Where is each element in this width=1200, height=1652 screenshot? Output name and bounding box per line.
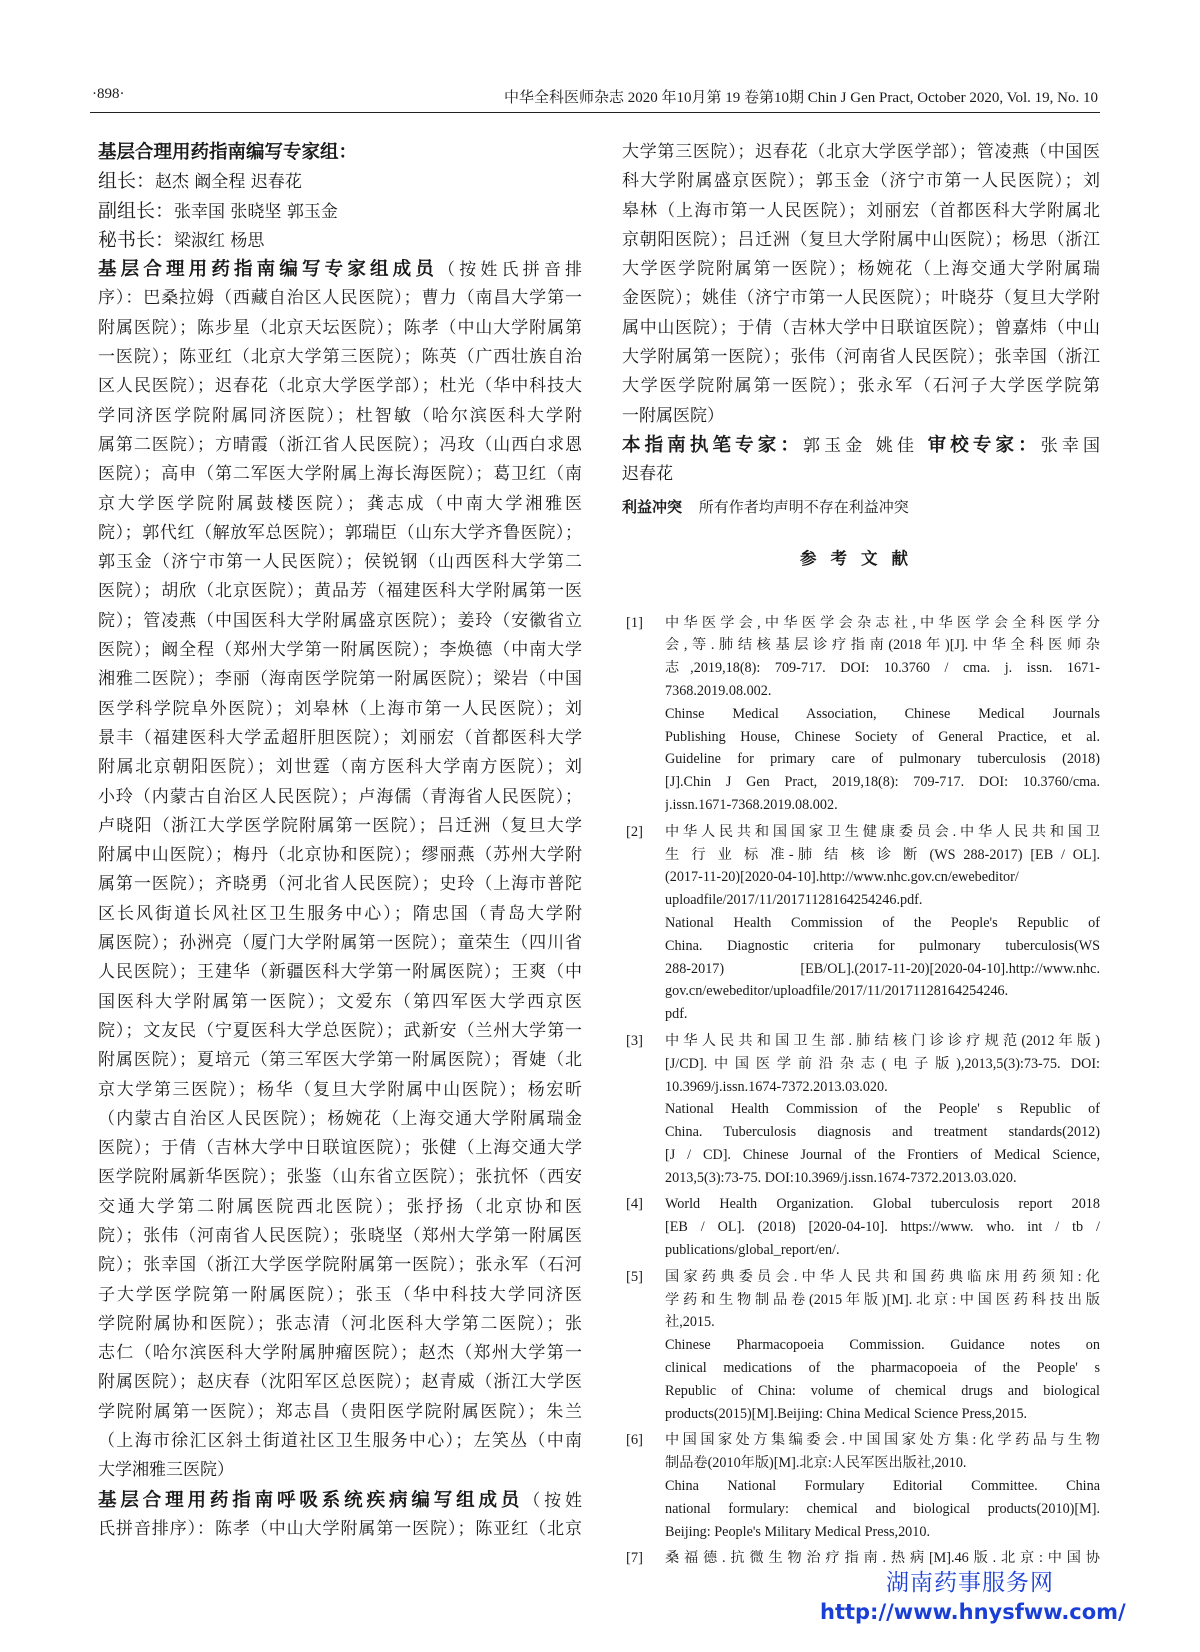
text-line bbox=[98, 460, 582, 489]
line-text: 皋林（上海市第一人民医院）；刘丽宏（首都医科大学附属北 bbox=[622, 200, 1100, 221]
journal-citation: 中华全科医师杂志 2020 年10月第 19 卷第10期 Chin J Gen Pract, October 2020, Vol. 19, No. 10 bbox=[503, 90, 1098, 106]
line-text: 子大学医学院第一附属医院）；张玉（华中科技大学同济医 bbox=[98, 1284, 582, 1305]
text-line bbox=[98, 607, 582, 636]
reference-line: gov.cn/ewebeditor/uploadfile/2017/11/20171128164254246. bbox=[665, 983, 1009, 1000]
line-text: 郭玉金（济宁市第一人民医院）；侯锐钢（山西医科大学第二 bbox=[98, 552, 582, 573]
line-text: 一医院）；陈亚红（北京大学第三医院）；陈英（广西壮族自治 bbox=[98, 347, 582, 368]
reference-line: Chinese Pharmacopoeia Commission. Guidance notes on bbox=[665, 1337, 1100, 1354]
text-line bbox=[622, 167, 1100, 196]
reference-line: China National Formulary Editorial Committee. China bbox=[665, 1478, 1100, 1495]
line-text: 科大学附属盛京医院）；郭玉金（济宁市第一人民医院）；刘 bbox=[622, 171, 1100, 192]
line-text: （按姓氏拼音排 bbox=[438, 260, 582, 281]
line-text: 京大学第三医院）；杨华（复旦大学附属中山医院）；杨宏昕 bbox=[98, 1079, 582, 1100]
line-text: （内蒙古自治区人民医院）；杨婉花（上海交通大学附属瑞金 bbox=[98, 1108, 582, 1129]
line-text: 序）：巴桑拉姆（西藏自治区人民医院）；曹力（南昌大学第一 bbox=[98, 288, 582, 309]
line-text: 志仁（哈尔滨医科大学附属肿瘤医院）；赵杰（郑州大学第一 bbox=[98, 1343, 582, 1364]
line-text: （按姓 bbox=[523, 1490, 582, 1511]
text-line bbox=[98, 490, 582, 519]
line-text: 大学医学院附属第一医院）；张永军（石河子大学医学院第 bbox=[622, 376, 1100, 397]
text-line bbox=[98, 724, 582, 753]
line-text: 院）；郭代红（解放军总医院）；郭瑞臣（山东大学齐鲁医院）； bbox=[98, 522, 582, 543]
page-header bbox=[90, 86, 1100, 113]
line-text: 金医院）；姚佳（济宁市第一人民医院）；叶晓芬（复旦大学附 bbox=[622, 288, 1100, 309]
reference-item bbox=[622, 1030, 1100, 1190]
watermark-url: http://www.hnysfww.com/ bbox=[820, 1600, 1126, 1624]
reference-line: National Health Commission of the People' s Republic of bbox=[665, 1101, 1100, 1118]
line-text: 湘雅二医院）；李丽（海南医学院第一附属医院）；梁岩（中国 bbox=[98, 669, 582, 690]
line-text: 大学附属第一医院）；张伟（河南省人民医院）；张幸国（浙江 bbox=[622, 347, 1100, 368]
line-text: 景丰（福建医科大学孟超肝胆医院）；刘丽宏（首都医科大学 bbox=[98, 727, 582, 748]
reference-line: [J/CD].中国医学前沿杂志(电子版),2013,5(3):73-75. DOI: bbox=[665, 1055, 1100, 1072]
section-heading: 基层合理用药指南呼吸系统疾病编写组成员 bbox=[98, 1489, 524, 1511]
reference-line: China. Tuberculosis diagnosis and treatment standards(2012) bbox=[665, 1124, 1100, 1141]
text-line bbox=[98, 1193, 582, 1222]
text-line bbox=[622, 284, 1100, 313]
reference-item bbox=[622, 1193, 1100, 1261]
watermark-site-name: 湖南药事服务网 bbox=[886, 1570, 1054, 1596]
reference-line: China. Diagnostic criteria for pulmonary tuberculosis(WS bbox=[665, 937, 1100, 954]
reference-line: uploadfile/2017/11/20171128164254246.pdf. bbox=[665, 892, 923, 909]
reference-line: 7368.2019.08.002. bbox=[665, 682, 772, 699]
text-line bbox=[98, 1046, 582, 1075]
reference-item bbox=[622, 821, 1100, 1026]
text-line bbox=[98, 1163, 582, 1192]
text-line bbox=[622, 372, 1100, 401]
text-line bbox=[98, 1456, 582, 1485]
text-line bbox=[98, 812, 582, 841]
reference-line: 中华医学会,中华医学会杂志社,中华医学会全科医学分 bbox=[665, 614, 1100, 631]
line-text: 学院附属协和医院）；张志清（河北医科大学第二医院）；张 bbox=[98, 1313, 582, 1334]
left-column bbox=[98, 138, 582, 1544]
text-line bbox=[98, 783, 582, 812]
line-text: 赵杰 阚全程 迟春花 bbox=[155, 172, 302, 193]
line-text: 张幸国 bbox=[1040, 435, 1100, 456]
conflict-of-interest bbox=[622, 492, 1100, 522]
text-line bbox=[98, 1398, 582, 1427]
text-line bbox=[98, 1134, 582, 1163]
section-heading: 本指南执笔专家： bbox=[622, 434, 803, 456]
page-number: ·898· bbox=[92, 86, 125, 102]
line-text: 医学科学院阜外医院）；刘皋林（上海市第一人民医院）；刘 bbox=[98, 698, 582, 719]
reference-line: 制品卷(2010年版)[M].北京:人民军医出版社,2010. bbox=[665, 1455, 967, 1472]
text-line bbox=[98, 226, 582, 255]
line-text: 学同济医学院附属同济医院）；杜智敏（哈尔滨医科大学附 bbox=[98, 405, 582, 426]
reference-number: [6] bbox=[626, 1432, 643, 1449]
text-line bbox=[98, 343, 582, 372]
line-text: 交通大学第二附属医院西北医院）；张抒扬（北京协和医 bbox=[98, 1196, 582, 1217]
reference-line: products(2015)[M].Beijing: China Medical Science Press,2015. bbox=[665, 1405, 1028, 1422]
reference-number: [7] bbox=[626, 1550, 643, 1567]
text-line bbox=[98, 255, 582, 284]
text-line bbox=[98, 1339, 582, 1368]
text-line bbox=[98, 665, 582, 694]
text-line bbox=[98, 988, 582, 1017]
text-line bbox=[622, 431, 1100, 460]
line-text: 卢晓阳（浙江大学医学院附属第一医院）；吕迁洲（复旦大学 bbox=[98, 815, 582, 836]
text-line bbox=[98, 900, 582, 929]
line-text: 一附属医院） bbox=[622, 405, 724, 426]
text-line bbox=[622, 460, 1100, 489]
references-title: 参考文献 bbox=[800, 548, 922, 568]
text-line bbox=[622, 226, 1100, 255]
line-text: 张幸国 张晓坚 郭玉金 bbox=[174, 201, 338, 222]
text-line bbox=[98, 1515, 582, 1544]
line-text: 院）；文友民（宁夏医科大学总医院）；武新安（兰州大学第一 bbox=[98, 1020, 582, 1041]
reference-item bbox=[622, 1547, 1100, 1570]
text-line bbox=[98, 519, 582, 548]
text-line bbox=[98, 695, 582, 724]
reference-line: Chinse Medical Association, Chinese Medical Journals bbox=[665, 705, 1100, 722]
line-text: 梁淑红 杨思 bbox=[174, 230, 265, 251]
line-text: 国医科大学附属第一医院）；文爱东（第四军医大学西京医 bbox=[98, 991, 582, 1012]
line-text: 附属医院）；陈步星（北京天坛医院）；陈孝（中山大学附属第 bbox=[98, 317, 582, 338]
text-line bbox=[98, 929, 582, 958]
line-text: 郭玉金 姚佳 bbox=[802, 435, 928, 456]
reference-line: 10.3969/j.issn.1674-7372.2013.03.020. bbox=[665, 1078, 888, 1095]
reference-line: [J].Chin J Gen Pract, 2019,18(8): 709-717. DOI: 10.3760/cma. bbox=[665, 774, 1100, 791]
text-line bbox=[98, 1222, 582, 1251]
line-text: 小玲（内蒙古自治区人民医院）；卢海儒（青海省人民医院）； bbox=[98, 786, 582, 807]
text-line bbox=[98, 372, 582, 401]
text-line bbox=[98, 958, 582, 987]
text-line bbox=[98, 1427, 582, 1456]
line-text: 医院）；阚全程（郑州大学第一附属医院）；李焕德（中南大学 bbox=[98, 640, 582, 661]
line-text: 附属北京朝阳医院）；刘世霆（南方医科大学南方医院）；刘 bbox=[98, 757, 582, 778]
reference-line: national formulary: chemical and biological products(2010)[M]. bbox=[665, 1500, 1100, 1517]
line-text: 区人民医院）；迟春花（北京大学医学部）；杜光（华中科技大 bbox=[98, 376, 582, 397]
text-line bbox=[98, 577, 582, 606]
line-text: 大学湘雅三医院） bbox=[98, 1460, 234, 1481]
reference-list bbox=[622, 612, 1100, 1571]
text-line bbox=[98, 1486, 582, 1515]
line-text: 院）；管凌燕（中国医科大学附属盛京医院）；姜玲（安徽省立 bbox=[98, 610, 582, 631]
text-line bbox=[622, 402, 1100, 431]
reference-line: pdf. bbox=[665, 1006, 688, 1023]
line-text: 医院）；高申（第二军医大学附属上海长海医院）；葛卫红（南 bbox=[98, 464, 582, 485]
role-label: 秘书长： bbox=[98, 228, 175, 251]
reference-line: Guideline for primary care of pulmonary tuberculosis (2018) bbox=[665, 751, 1100, 768]
reference-line: 国家药典委员会.中华人民共和国药典临床用药须知:化 bbox=[665, 1268, 1100, 1285]
reference-line: j.issn.1671-7368.2019.08.002. bbox=[665, 796, 838, 813]
role-label: 组长： bbox=[98, 170, 156, 193]
line-text: 大学医学院附属第一医院）；杨婉花（上海交通大学附属瑞 bbox=[622, 259, 1100, 280]
text-line bbox=[98, 1076, 582, 1105]
reference-line: publications/global_report/en/. bbox=[665, 1242, 840, 1259]
line-text: 医院）；胡欣（北京医院）；黄品芳（福建医科大学附属第一医 bbox=[98, 581, 582, 602]
reference-line: 学药和生物制品卷(2015年版)[M].北京:中国医药科技出版 bbox=[665, 1291, 1100, 1308]
section-heading: 审校专家： bbox=[927, 434, 1041, 456]
reference-line: 生 行 业 标 准-肺 结 核 诊 断 (WS 288-2017) [EB / OL]. bbox=[665, 846, 1100, 863]
text-line bbox=[98, 431, 582, 460]
reference-line: 社,2015. bbox=[665, 1314, 715, 1331]
reference-line: Publishing House, Chinese Society of General Practice, et al. bbox=[665, 728, 1100, 745]
reference-line: 中国国家处方集编委会.中国国家处方集:化学药品与生物 bbox=[665, 1432, 1100, 1449]
text-line bbox=[622, 197, 1100, 226]
reference-line: 中华人民共和国卫生部.肺结核门诊诊疗规范(2012年版) bbox=[665, 1032, 1100, 1049]
reference-number: [2] bbox=[626, 823, 643, 840]
line-text: 京朝阳医院）；吕迁洲（复旦大学附属中山医院）；杨思（浙江 bbox=[622, 229, 1100, 250]
text-line bbox=[98, 1368, 582, 1397]
text-line bbox=[98, 197, 582, 226]
reference-line: World Health Organization. Global tuberculosis report 2018 bbox=[665, 1196, 1100, 1213]
reference-item bbox=[622, 1429, 1100, 1543]
reference-line: National Health Commission of the People's Republic of bbox=[665, 914, 1100, 931]
reference-line: Republic of China: volume of chemical drugs and biological bbox=[665, 1382, 1100, 1399]
line-text: 附属医院）；赵庆春（沈阳军区总医院）；赵青威（浙江大学医 bbox=[98, 1372, 582, 1393]
text-line bbox=[98, 167, 582, 196]
text-line bbox=[98, 753, 582, 782]
text-line bbox=[98, 1017, 582, 1046]
reference-number: [4] bbox=[626, 1196, 643, 1213]
line-text: 医学院附属新华医院）；张鉴（山东省立医院）；张抗怀（西安 bbox=[98, 1167, 582, 1188]
text-line bbox=[622, 255, 1100, 284]
reference-line: 288-2017) [EB/OL].(2017-11-20)[2020-04-10].http://www.nhc. bbox=[665, 960, 1100, 977]
line-text: 氏拼音排序）：陈孝（中山大学附属第一医院）；陈亚红（北京 bbox=[98, 1518, 582, 1539]
reference-line: 志,2019,18(8): 709-717. DOI: 10.3760 / cma. j. issn. 1671- bbox=[665, 660, 1100, 677]
text-line bbox=[98, 1105, 582, 1134]
right-column bbox=[622, 138, 1100, 1574]
line-text: 属第一医院）；齐晓勇（河北省人民医院）；史玲（上海市普陀 bbox=[98, 874, 582, 895]
reference-line: clinical medications of the pharmacopoeia of the People' s bbox=[665, 1360, 1100, 1377]
line-text: 人民医院）；王建华（新疆医科大学第一附属医院）；王爽（中 bbox=[98, 962, 582, 983]
text-line bbox=[622, 343, 1100, 372]
reference-line: 中华人民共和国国家卫生健康委员会.中华人民共和国卫 bbox=[665, 823, 1100, 840]
text-line bbox=[98, 1281, 582, 1310]
line-text: 大学第三医院）；迟春花（北京大学医学部）；管凌燕（中国医 bbox=[622, 142, 1100, 162]
reference-line: 桑福德.抗微生物治疗指南.热病[M].46版.北京:中国协 bbox=[665, 1550, 1100, 1567]
reference-item bbox=[622, 612, 1100, 817]
section-heading: 基层合理用药指南编写专家组成员 bbox=[98, 259, 438, 281]
line-text: 区长风街道长风社区卫生服务中心）；隋忠国（青岛大学附 bbox=[98, 903, 582, 924]
text-line bbox=[98, 284, 582, 313]
reference-line: 2013,5(3):73-75. DOI:10.3969/j.issn.1674-7372.2013.03.020. bbox=[665, 1169, 1017, 1186]
role-label: 副组长： bbox=[98, 199, 175, 222]
line-text: （上海市徐汇区斜土街道社区卫生服务中心）；左笑丛（中南 bbox=[98, 1431, 582, 1452]
text-line bbox=[98, 314, 582, 343]
section-heading: 基层合理用药指南编写专家组： bbox=[98, 142, 358, 163]
reference-line: [EB / OL]. (2018) [2020-04-10]. https://www. who. int / tb / bbox=[665, 1219, 1100, 1236]
text-line bbox=[98, 1310, 582, 1339]
line-text: 医院）；于倩（吉林大学中日联谊医院）；张健（上海交通大学 bbox=[98, 1138, 582, 1159]
text-line bbox=[622, 138, 1100, 167]
line-text: 附属中山医院）；梅丹（北京协和医院）；缪丽燕（苏州大学附 bbox=[98, 845, 582, 866]
watermark bbox=[820, 1568, 1126, 1626]
line-text: 属中山医院）；于倩（吉林大学中日联谊医院）；曾嘉炜（中山 bbox=[622, 317, 1100, 338]
reference-number: [3] bbox=[626, 1032, 643, 1049]
text-line bbox=[98, 1251, 582, 1280]
reference-number: [5] bbox=[626, 1268, 643, 1285]
right-column-text bbox=[622, 138, 1100, 490]
text-line bbox=[98, 841, 582, 870]
line-text: 附属医院）；夏培元（第三军医大学第一附属医院）；胥婕（北 bbox=[98, 1050, 582, 1071]
reference-item bbox=[622, 1266, 1100, 1426]
line-text: 迟春花 bbox=[622, 464, 673, 485]
reference-number: [1] bbox=[626, 614, 643, 631]
conflict-of-interest-text: 所有作者均声明不存在利益冲突 bbox=[698, 497, 909, 516]
reference-line: [J / CD]. Chinese Journal of the Frontiers of Medical Science, bbox=[665, 1146, 1100, 1163]
reference-line: (2017-11-20)[2020-04-10].http://www.nhc.gov.cn/ewebeditor/ bbox=[665, 869, 1019, 886]
text-line bbox=[98, 548, 582, 577]
line-text: 院）；张幸国（浙江大学医学院附属第一医院）；张永军（石河 bbox=[98, 1255, 582, 1276]
line-text: 京大学医学院附属鼓楼医院）；龚志成（中南大学湘雅医 bbox=[98, 493, 582, 514]
reference-line: Beijing: People's Military Medical Press,2010. bbox=[665, 1523, 930, 1540]
text-line bbox=[98, 870, 582, 899]
text-line bbox=[98, 402, 582, 431]
reference-line: 会,等.肺结核基层诊疗指南(2018年)[J].中华全科医师杂 bbox=[665, 637, 1100, 654]
text-line bbox=[98, 138, 582, 167]
conflict-of-interest-label: 利益冲突 bbox=[622, 497, 683, 516]
line-text: 学院附属第一医院）；郑志昌（贵阳医学院附属医院）；朱兰 bbox=[98, 1401, 582, 1422]
line-text: 院）；张伟（河南省人民医院）；张晓坚（郑州大学第一附属医 bbox=[98, 1225, 582, 1246]
text-line bbox=[98, 636, 582, 665]
line-text: 属第二医院）；方晴霞（浙江省人民医院）；冯玫（山西白求恩 bbox=[98, 434, 582, 455]
line-text: 属医院）；孙洲亮（厦门大学附属第一医院）；童荣生（四川省 bbox=[98, 933, 582, 954]
text-line bbox=[622, 314, 1100, 343]
